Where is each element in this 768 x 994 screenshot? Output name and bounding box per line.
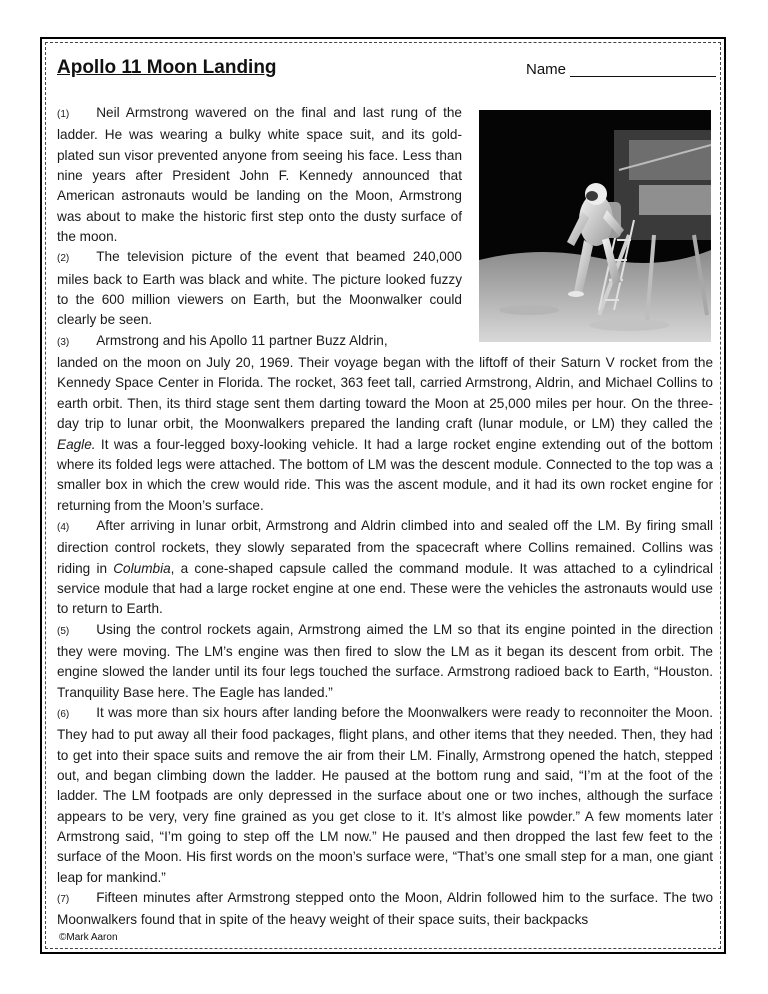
paragraph-4 [57, 516, 713, 620]
paragraph-text: Fifteen minutes after Armstrong stepped onto the Moon, Aldrin followed him to the surface. The two Moonwalkers found that in spite of the heavy weight of their space suits, their backpacks [57, 890, 713, 928]
paragraph-6 [57, 703, 713, 888]
paragraph-number: (6) [57, 708, 70, 720]
paragraph-text: Armstrong and his Apollo 11 partner Buzz Aldrin, [96, 332, 388, 348]
paragraph-text: Neil Armstrong wavered on the final and last rung of the ladder. He was wearing a bulky white space suit, and its gold-plated sun visor prevented anyone from seeing his face. Less than nine years after President John F. Kennedy announced that American astronauts would be landing on the Moon, Armstrong was about to make the historic first step onto the dusty surface of the moon. [57, 105, 462, 245]
paragraph-number: (3) [57, 336, 70, 348]
paragraph-text: The television picture of the event that beamed 240,000 miles back to Earth was black and white. The picture looked fuzzy to the 600 million viewers on Earth, but the Moonwalker could clearly be seen. [57, 249, 462, 328]
paragraph-number: (7) [57, 894, 70, 906]
paragraph-3 [57, 353, 713, 516]
copyright-notice: ©Mark Aaron [59, 932, 118, 943]
article-body [57, 103, 713, 931]
paragraph-number: (5) [57, 625, 70, 637]
paragraph-text: Using the control rockets again, Armstrong aimed the LM so that its engine pointed in the direction they were moving. The LM’s engine was then fired to slow the LM as it began its descent from orbit. The engine slowed the lander until its four legs touched the surface. Armstrong radioed back to Earth, “Houston. Tranquility Base here. The Eagle has landed.” [57, 621, 713, 700]
paragraph-text: landed on the moon on July 20, 1969. Their voyage began with the liftoff of their Saturn V rocket from the Kennedy Space Center in Florida. The rocket, 363 feet tall, carried Armstrong, Aldrin, and Michael Collins to earth orbit. Then, its third stage sent them darting toward the Moon at 25,000 miles per hour. On the three-day trip to lunar orbit, the Moonwalkers prepared the landing craft (lunar module, or LM) they called the [57, 355, 713, 432]
worksheet-title: Apollo 11 Moon Landing [57, 57, 277, 78]
spacecraft-name: Columbia [113, 560, 171, 576]
paragraph-number: (1) [57, 109, 70, 120]
paragraph-number: (4) [57, 521, 70, 533]
paragraph-number: (2) [57, 253, 70, 265]
paragraph-text: After arriving in lunar orbit, Armstrong and Aldrin climbed into and sealed off the LM. By firing small direction control rockets, they slowly separated from the spacecraft where Collins remained. Collins was riding in [57, 517, 713, 576]
paragraph-3-lead [57, 331, 462, 353]
name-blank-line [570, 76, 716, 77]
paragraph-7 [57, 888, 713, 931]
worksheet-page [40, 37, 726, 954]
paragraph-text: It was a four-legged boxy-looking vehicle. It had a large rocket engine extending out of the bottom where its folded legs were attached. The bottom of LM was the descent module. Connected to the top was a smaller box in which the crew would ride. This was the ascent module, and it had its own rocket engine for returning from the Moon’s surface. [57, 436, 713, 513]
paragraph-text: , a cone-shaped capsule called the command module. It was attached to a cylindrical service module that had a large rocket engine at one end. These were the vehicles the astronauts would use to return to Earth. [57, 560, 713, 617]
name-label: Name [526, 61, 567, 78]
spacecraft-name: Eagle. [57, 436, 96, 452]
paragraph-5 [57, 620, 713, 703]
paragraph-2 [57, 247, 462, 330]
paragraph-text: It was more than six hours after landing before the Moonwalkers were ready to reconnoiter the Moon. They had to put away all their food packages, flight plans, and other items that they needed. Then, they had to get into their space suits and remove the air from their LM. Finally, Armstrong opened the hatch, stepped out, and began climbing down the ladder. He paused at the bottom rung and said, “I’m at the foot of the ladder. The LM footpads are only depressed in the surface about one or two inches, although the surface appears to be very, very fine grained as you get close to it. It’s almost like powder.” A few moments later Armstrong said, “I’m going to step off the LM now.” He paused and then dropped the last few feet to the surface of the Moon. His first words on the moon’s surface were, “That’s one small step for a man, one giant leap for mankind.” [57, 704, 713, 885]
paragraph-1 [57, 103, 462, 247]
